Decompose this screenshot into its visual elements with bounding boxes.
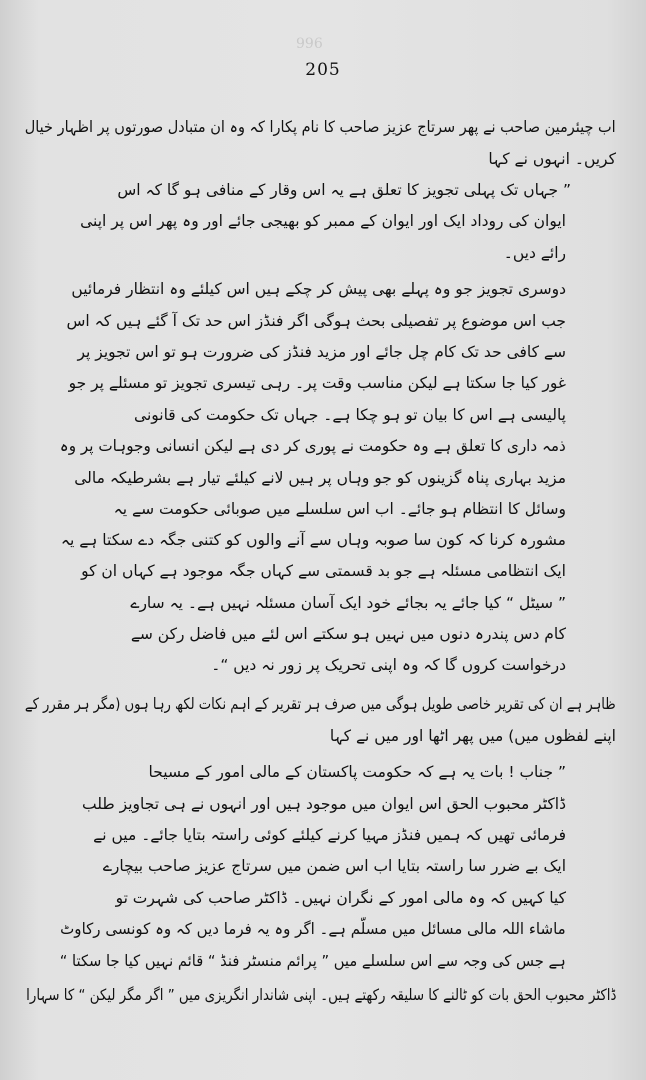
text-line: ایک انتظامی مسئلہ ہے جو بد قسمتی سے کہاں جگہ موجود ہے کہاں ان کو <box>81 562 566 580</box>
text-line: ظاہر ہے ان کی تقریر خاصی طویل ہوگی میں صرف ہر تقریر کے اہم نکات لکھ رہا ہوں (مگر ہر مقرر کے <box>25 695 616 713</box>
text-line: جب اس موضوع پر تفصیلی بحث ہوگی اگر فنڈز اس حد تک آ گئے ہیں کہ اس <box>66 312 566 330</box>
text-line: ” جہاں تک پہلی تجویز کا تعلق ہے یہ اس وقار کے منافی ہو گا کہ اس <box>117 181 571 199</box>
text-line: مشورہ کرنا کہ کون سا صوبہ وہاں سے آنے والوں کو کتنی جگہ دے سکتا ہے یہ <box>60 531 566 549</box>
text-line: ” جناب ! بات یہ ہے کہ حکومت پاکستان کے مالی امور کے مسیحا <box>148 763 566 781</box>
text-line: پالیسی ہے اس کا بیان تو ہو چکا ہے۔ جہاں تک حکومت کی قانونی <box>134 406 566 424</box>
text-line: فرمائی تھیں کہ ہمیں فنڈز مہیا کرنے کیلئے کوئی راستہ بتایا جائے۔ میں نے <box>93 826 566 844</box>
text-line: دوسری تجویز جو وہ پہلے بھی پیش کر چکے ہیں اس کیلئے وہ انتظار فرمائیں <box>71 280 566 298</box>
page-number: 205 <box>305 60 341 80</box>
text-line: سے کافی حد تک کام چل جائے اور مزید فنڈز کی ضرورت ہو تو اس تجویز پر <box>77 343 566 361</box>
text-line: ذمہ داری کا تعلق ہے وہ حکومت نے پوری کر دی ہے لیکن انسانی وجوہات پر وہ <box>59 437 566 455</box>
text-line: وسائل کا انتظام ہو جائے۔ اب اس سلسلے میں صوبائی حکومت سے یہ <box>113 500 566 518</box>
text-line: رائے دیں۔ <box>503 244 566 262</box>
text-line: ماشاء اللہ مالی مسائل میں مسلّم ہے۔ اگر وہ یہ فرما دیں کہ وہ کونسی رکاوٹ <box>60 920 566 938</box>
text-line: کیا کہیں کہ وہ مالی امور کے نگران نہیں۔ ڈاکٹر صاحب کی شہرت تو <box>115 889 566 907</box>
text-line: اپنے لفظوں میں) میں پھر اٹھا اور میں نے کہا <box>329 727 616 745</box>
text-line: کام دس پندرہ دنوں میں نہیں ہو سکتے اس لئے میں فاضل رکن سے <box>130 625 566 643</box>
text-line: درخواست کروں گا کہ وہ اپنی تحریک پر زور نہ دیں “۔ <box>211 656 566 674</box>
text-line: ” سیٹل “ کیا جائے یہ بجائے خود ایک آسان مسئلہ نہیں ہے۔ یہ سارے <box>130 594 566 612</box>
text-line: ڈاکٹر محبوب الحق اس ایوان میں موجود ہیں اور انہوں نے ہی تجاویز طلب <box>82 795 566 813</box>
text-line: کریں۔ انہوں نے کہا <box>488 150 616 168</box>
text-line: مزید بہاری پناہ گزینوں کو جو وہاں پر ہیں لانے کیلئے تیار ہے بشرطیکہ مالی <box>74 469 566 487</box>
text-line: ایک بے ضرر سا راستہ بتایا اب اس ضمن میں سرتاج عزیز صاحب بیچارے <box>102 857 566 875</box>
bleed-through-page-number: 996 <box>296 36 323 52</box>
text-line: غور کیا جا سکتا ہے لیکن مناسب وقت پر۔ رہی تیسری تجویز تو مسئلے پر جو <box>68 374 566 392</box>
text-line: ہے جس کی وجہ سے اس سلسلے میں ” پرائم منسٹر فنڈ “ قائم نہیں کیا جا سکتا “ <box>60 952 566 970</box>
text-line: ڈاکٹر محبوب الحق بات کو ٹالنے کا سلیقہ رکھتے ہیں۔ اپنی شاندار انگریزی میں ” اگر مگر لیکن “ کا سہارا <box>25 986 616 1004</box>
text-line: ایوان کی روداد ایک اور ایوان کے ممبر کو بھیجی جائے اور وہ پھر اس پر اپنی <box>80 212 566 230</box>
text-line: اب چیئرمین صاحب نے پھر سرتاج عزیز صاحب کا نام پکارا کہ وہ ان متبادل صورتوں پر اظہار خیال <box>25 118 616 136</box>
